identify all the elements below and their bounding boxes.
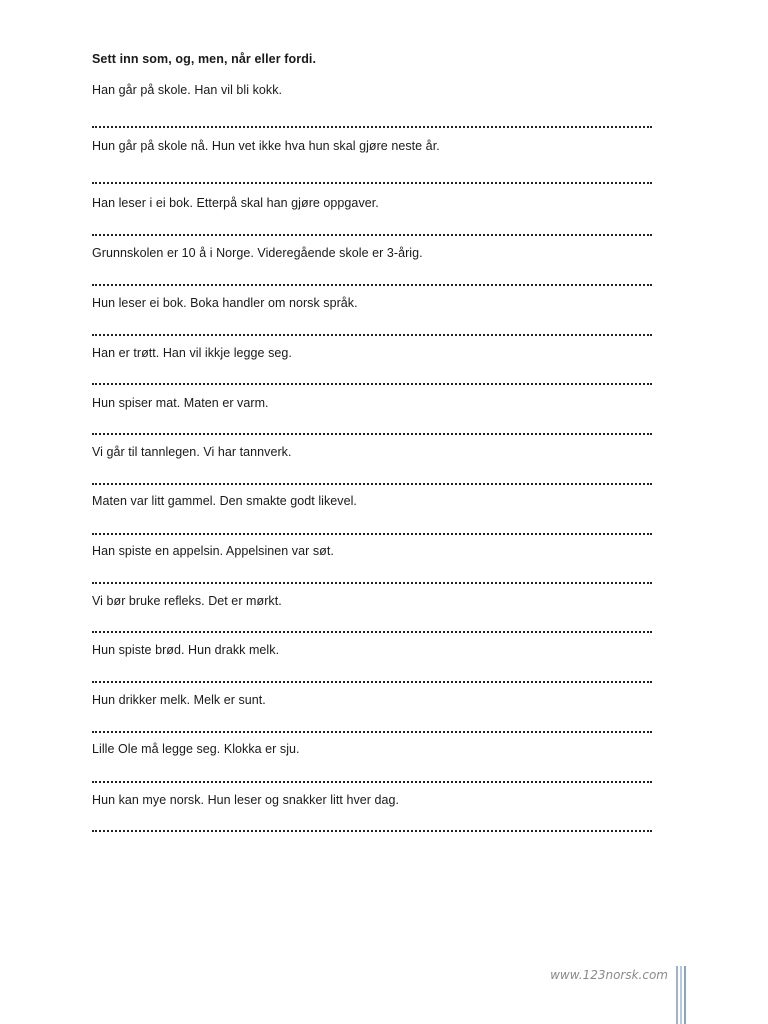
exercise-item: [92, 693, 653, 743]
exercise-item: [92, 396, 653, 446]
answer-line[interactable]: [92, 182, 652, 184]
footer-decoration-bars: [676, 966, 686, 1024]
exercise-sentence: Han er trøtt. Han vil ikkje legge seg.: [92, 346, 292, 360]
exercise-item: [92, 139, 653, 189]
exercise-sentence: Hun drikker melk. Melk er sunt.: [92, 693, 266, 707]
exercise-sentence: Vi går til tannlegen. Vi har tannverk.: [92, 445, 292, 459]
answer-line[interactable]: [92, 731, 652, 733]
exercise-item: [92, 594, 653, 644]
answer-line[interactable]: [92, 830, 652, 832]
exercise-sentence: Han går på skole. Han vil bli kokk.: [92, 83, 283, 97]
answer-line[interactable]: [92, 383, 652, 385]
exercise-sentence: Hun spiser mat. Maten er varm.: [92, 396, 269, 410]
exercise-item: [92, 643, 653, 693]
answer-line[interactable]: [92, 126, 652, 128]
answer-line[interactable]: [92, 234, 652, 236]
exercise-item: [92, 445, 653, 495]
exercise-sentence: Hun kan mye norsk. Hun leser og snakker litt hver dag.: [92, 793, 400, 807]
footer-bar: [684, 966, 686, 1024]
exercise-item: [92, 494, 653, 544]
exercise-sentence: Han leser i ei bok. Etterpå skal han gjøre oppgaver.: [92, 196, 379, 210]
footer-website-link[interactable]: www.123norsk.com: [550, 968, 668, 982]
exercise-sentence: Hun går på skole nå. Hun vet ikke hva hun skal gjøre neste år.: [92, 139, 440, 153]
footer-bar: [676, 966, 678, 1024]
answer-line[interactable]: [92, 483, 652, 485]
exercise-item: [92, 296, 653, 346]
exercise-item: [92, 742, 653, 792]
answer-line[interactable]: [92, 582, 652, 584]
exercise-item: [92, 346, 653, 396]
answer-line[interactable]: [92, 533, 652, 535]
exercise-item: [92, 544, 653, 594]
exercise-sentence: Vi bør bruke refleks. Det er mørkt.: [92, 594, 282, 608]
exercise-item: [92, 793, 653, 843]
exercise-item: [92, 196, 653, 246]
exercise-item: [92, 83, 653, 133]
answer-line[interactable]: [92, 631, 652, 633]
answer-line[interactable]: [92, 433, 652, 435]
exercise-sentence: Grunnskolen er 10 å i Norge. Videregående skole er 3-årig.: [92, 246, 423, 260]
answer-line[interactable]: [92, 284, 652, 286]
answer-line[interactable]: [92, 334, 652, 336]
exercise-sentence: Lille Ole må legge seg. Klokka er sju.: [92, 742, 300, 756]
exercise-item: [92, 246, 653, 296]
exercise-sentence: Maten var litt gammel. Den smakte godt likevel.: [92, 494, 357, 508]
answer-line[interactable]: [92, 781, 652, 783]
answer-line[interactable]: [92, 681, 652, 683]
exercise-sentence: Hun leser ei bok. Boka handler om norsk språk.: [92, 296, 358, 310]
exercise-sentence: Han spiste en appelsin. Appelsinen var søt.: [92, 544, 334, 558]
footer-bar: [680, 966, 682, 1024]
exercise-sentence: Hun spiste brød. Hun drakk melk.: [92, 643, 280, 657]
instruction-heading: Sett inn som, og, men, når eller fordi.: [92, 52, 317, 66]
